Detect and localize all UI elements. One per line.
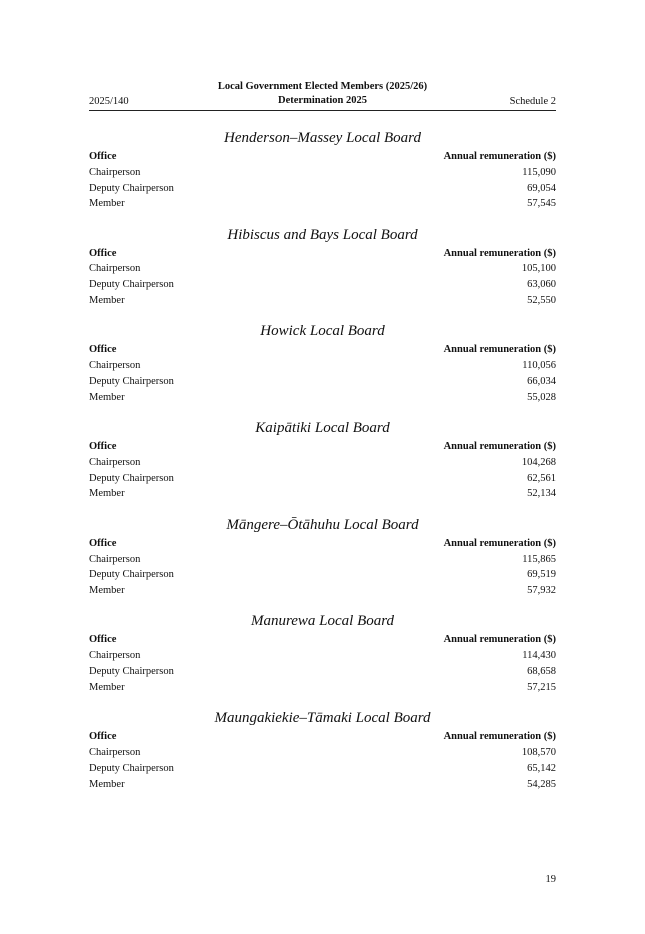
column-header-remuneration: Annual remuneration ($) xyxy=(443,537,556,549)
office-cell: Chairperson xyxy=(89,650,141,662)
column-header-remuneration: Annual remuneration ($) xyxy=(443,634,556,646)
table-row xyxy=(89,777,556,793)
column-header-remuneration: Annual remuneration ($) xyxy=(443,151,556,162)
column-header-remuneration: Annual remuneration ($) xyxy=(443,344,556,356)
table-row xyxy=(89,471,556,487)
board-title: Manurewa Local Board xyxy=(250,613,395,630)
document-number: 2025/140 xyxy=(89,96,129,107)
column-header-office: Office xyxy=(89,537,117,549)
table-row xyxy=(89,261,556,277)
column-header-remuneration: Annual remuneration ($) xyxy=(443,247,556,259)
table-row xyxy=(89,181,556,197)
column-header-office: Office xyxy=(89,247,117,259)
local-board-section xyxy=(89,321,556,405)
office-cell: Deputy Chairperson xyxy=(89,762,174,774)
office-cell: Member xyxy=(89,198,125,210)
office-cell: Deputy Chairperson xyxy=(89,279,174,291)
amount-cell: 57,932 xyxy=(527,585,556,597)
amount-cell: 104,268 xyxy=(521,456,556,468)
table-row xyxy=(89,455,556,471)
board-title: Hibiscus and Bays Local Board xyxy=(227,226,418,243)
table-row xyxy=(89,358,556,374)
amount-cell: 114,430 xyxy=(522,650,556,662)
table-header-row xyxy=(89,632,556,648)
table-header-row xyxy=(89,439,556,455)
column-header-office: Office xyxy=(89,441,117,453)
column-header-office: Office xyxy=(89,344,117,356)
table-row xyxy=(89,745,556,761)
office-cell: Member xyxy=(89,778,125,790)
table-header-row xyxy=(89,729,556,745)
table-row xyxy=(89,277,556,293)
amount-cell: 52,550 xyxy=(527,295,556,307)
office-cell: Chairperson xyxy=(89,360,141,372)
office-cell: Chairperson xyxy=(89,456,141,468)
column-header-office: Office xyxy=(89,151,117,162)
office-cell: Deputy Chairperson xyxy=(89,569,174,581)
amount-cell: 66,034 xyxy=(527,375,556,387)
amount-cell: 63,060 xyxy=(527,279,556,291)
office-cell: Chairperson xyxy=(89,746,141,758)
document-title-line-1: Local Government Elected Members (2025/26) xyxy=(217,81,428,92)
office-cell: Deputy Chairperson xyxy=(89,182,174,194)
amount-cell: 57,215 xyxy=(527,681,556,693)
board-title: Kaipātiki Local Board xyxy=(255,420,390,437)
amount-cell: 65,142 xyxy=(527,762,556,774)
office-cell: Deputy Chairperson xyxy=(89,666,174,678)
table-header-row xyxy=(89,246,556,262)
office-cell: Member xyxy=(89,488,125,500)
local-board-section xyxy=(89,225,556,309)
amount-cell: 68,658 xyxy=(527,666,556,678)
amount-cell: 115,865 xyxy=(522,553,556,565)
table-row xyxy=(89,761,556,777)
office-cell: Chairperson xyxy=(89,553,141,565)
table-row xyxy=(89,390,556,406)
running-header xyxy=(89,80,556,111)
office-cell: Chairperson xyxy=(89,263,141,275)
amount-cell: 69,054 xyxy=(527,182,556,194)
column-header-office: Office xyxy=(89,731,117,743)
amount-cell: 108,570 xyxy=(521,746,556,758)
column-header-remuneration: Annual remuneration ($) xyxy=(443,731,556,743)
table-row xyxy=(89,567,556,583)
amount-cell: 105,100 xyxy=(521,263,556,275)
local-board-section xyxy=(89,515,556,599)
amount-cell: 62,561 xyxy=(527,472,556,484)
table-row xyxy=(89,664,556,680)
amount-cell: 52,134 xyxy=(527,488,556,500)
table-header-row xyxy=(89,149,556,165)
amount-cell: 54,285 xyxy=(527,778,556,790)
table-row xyxy=(89,648,556,664)
office-cell: Deputy Chairperson xyxy=(89,472,174,484)
local-board-section xyxy=(89,418,556,502)
table-row xyxy=(89,583,556,599)
table-row xyxy=(89,196,556,212)
board-title: Māngere–Ōtāhuhu Local Board xyxy=(226,516,419,533)
table-row xyxy=(89,293,556,309)
column-header-office: Office xyxy=(89,634,117,646)
amount-cell: 55,028 xyxy=(527,391,556,403)
page-number: 19 xyxy=(545,874,556,885)
office-cell: Member xyxy=(89,681,125,693)
office-cell: Member xyxy=(89,295,125,307)
document-title-line-2: Determination 2025 xyxy=(278,95,367,106)
column-header-remuneration: Annual remuneration ($) xyxy=(443,441,556,453)
office-cell: Deputy Chairperson xyxy=(89,375,174,387)
table-header-row xyxy=(89,342,556,358)
office-cell: Member xyxy=(89,585,125,597)
amount-cell: 110,056 xyxy=(522,360,556,372)
board-title: Maungakiekie–Tāmaki Local Board xyxy=(214,710,431,727)
table-row xyxy=(89,552,556,568)
office-cell: Member xyxy=(89,391,125,403)
board-title: Henderson–Massey Local Board xyxy=(224,130,421,146)
table-row xyxy=(89,165,556,181)
remuneration-schedule xyxy=(89,128,556,805)
local-board-section xyxy=(89,611,556,695)
local-board-section xyxy=(89,708,556,792)
table-row xyxy=(89,680,556,696)
document-title xyxy=(89,80,556,108)
board-title: Howick Local Board xyxy=(260,323,385,340)
table-header-row xyxy=(89,536,556,552)
office-cell: Chairperson xyxy=(89,166,141,178)
table-row xyxy=(89,374,556,390)
amount-cell: 115,090 xyxy=(522,166,556,178)
amount-cell: 57,545 xyxy=(527,198,556,210)
local-board-section xyxy=(89,128,556,212)
schedule-label: Schedule 2 xyxy=(509,96,556,107)
amount-cell: 69,519 xyxy=(527,569,556,581)
table-row xyxy=(89,486,556,502)
